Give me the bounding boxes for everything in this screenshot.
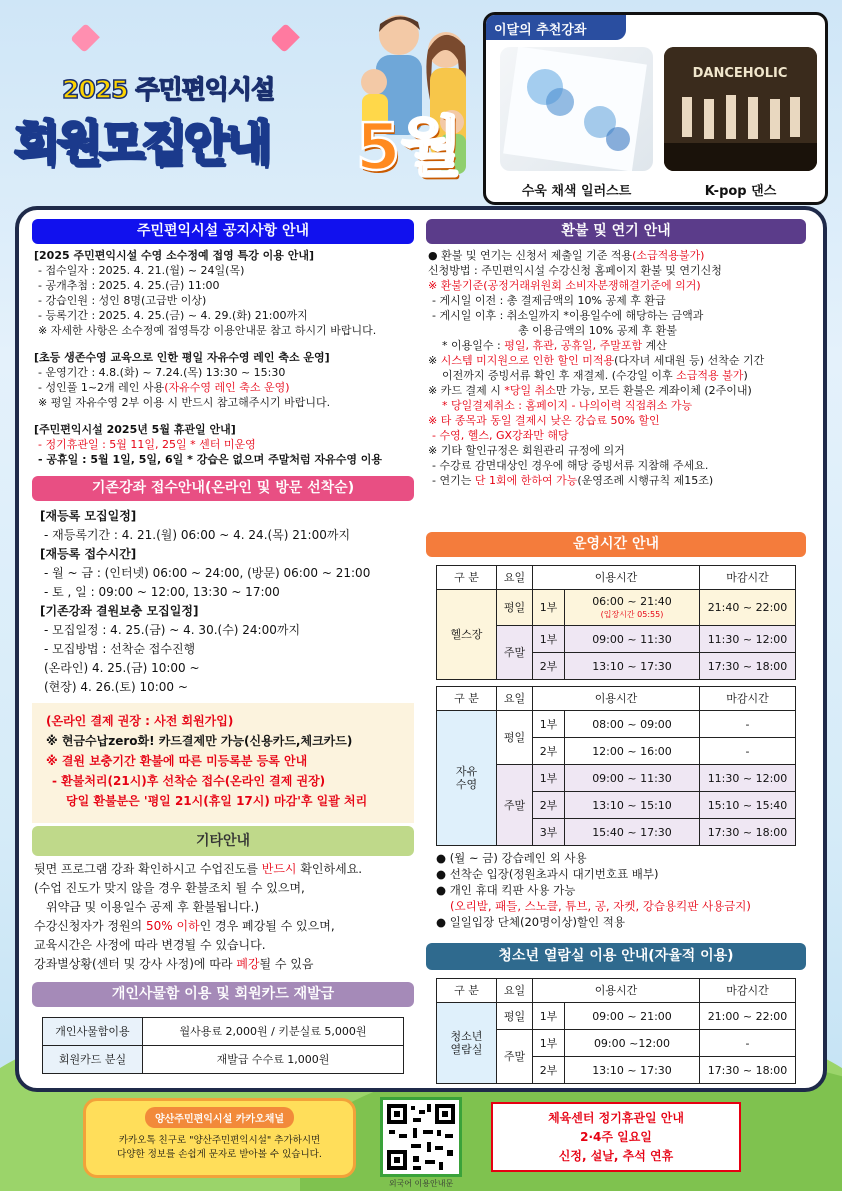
- notice-b1-line: - 강습인원 : 성인 8명(고급반 이상): [38, 294, 207, 307]
- other-line: 강좌별상황(센터 및 강사 사정)에 따라 폐강될 수 있음: [34, 957, 314, 971]
- swim-note: ● 개인 휴대 킥판 사용 가능: [436, 883, 576, 897]
- title-month: 5월: [356, 111, 463, 185]
- use-time: 15:40 ~ 17:30: [565, 819, 700, 846]
- payment-line: (온라인 결제 권장 : 사전 회원가입): [46, 714, 234, 728]
- existing-line: [기존강좌 결원보충 모집일정]: [40, 604, 199, 618]
- notice-b2-line: - 운영기간 : 4.8.(화) ~ 7.24.(목) 13:30 ~ 15:30: [38, 366, 286, 379]
- refund-line: * 당일결제취소 : 홈페이지 - 나의이력 직접취소 가능: [442, 399, 693, 412]
- col-header: 구 분: [437, 687, 497, 711]
- period-label: 2부: [533, 653, 565, 680]
- notice-b1-line: - 등록기간 : 2025. 4. 25.(금) ~ 4. 29.(화) 21:00까지: [38, 309, 308, 322]
- refund-line: * 이용일수 : 평일, 휴관, 공휴일, 주말포함 계산: [442, 339, 667, 352]
- closed-line: 체육센터 정기휴관일 안내: [548, 1111, 684, 1125]
- kakao-channel-banner[interactable]: [83, 1098, 356, 1178]
- other-line: 수강신청자가 정원의 50% 이하인 경우 폐강될 수 있으며,: [34, 919, 335, 933]
- col-header: 이용시간: [533, 687, 700, 711]
- weekend-label: 주말: [497, 626, 533, 680]
- title-year: 2025 주민편익시설: [62, 75, 275, 104]
- other-header: 기타안내: [32, 826, 414, 856]
- heart-icon: [270, 23, 300, 53]
- qr-caption: 외국어 이용안내문: [388, 1179, 454, 1188]
- other-line: 뒷면 프로그램 강좌 확인하시고 수업진도를 반드시 확인하세요.: [34, 862, 363, 876]
- use-time: 08:00 ~ 09:00: [565, 711, 700, 738]
- col-header: 이용시간: [533, 979, 700, 1003]
- existing-line: - 모집방법 : 선착순 접수진행: [44, 642, 196, 656]
- existing-section: [32, 476, 414, 823]
- existing-line: (현장) 4. 26.(토) 10:00 ~: [44, 680, 188, 694]
- period-label: 1부: [533, 1030, 565, 1057]
- close-time: 17:30 ~ 18:00: [700, 819, 796, 846]
- gym-weekday-time: 06:00 ~ 21:40 (입장시간 05:55): [565, 590, 700, 626]
- refund-line: ※ 카드 결제 시 *당일 취소만 가능, 모든 환불은 계좌이체 (2주이내): [428, 384, 752, 397]
- teen-label: 청소년 열람실: [437, 1003, 497, 1084]
- close-time: 21:00 ~ 22:00: [700, 1003, 796, 1030]
- payment-line: ※ 현금수납zero화! 카드결제만 가능(신용카드,체크카드): [46, 734, 353, 748]
- table-row: [437, 687, 796, 711]
- close-time: 11:30 ~ 12:00: [700, 765, 796, 792]
- locker-section: [32, 982, 414, 1074]
- locker-table: [42, 1017, 404, 1074]
- refund-line: ※ 기타 할인규정은 회원관리 규정에 의거: [428, 444, 625, 457]
- locker-value: 월사용료 2,000원 / 키분실료 5,000원: [143, 1018, 404, 1046]
- payment-line: 당일 환불분은 '평일 21시(휴일 17시) 마감'후 일괄 처리: [66, 794, 368, 808]
- teen-hours-table: [436, 978, 796, 1084]
- table-row: [437, 711, 796, 738]
- swim-note: ● 일일입장 단체(20명이상)할인 적용: [436, 915, 626, 929]
- close-time: 17:30 ~ 18:00: [700, 653, 796, 680]
- period-label: 1부: [533, 626, 565, 653]
- notice-b2-head: [초등 생존수영 교육으로 인한 평일 자유수영 레인 축소 운영]: [34, 351, 330, 364]
- swim-note: (오리발, 패들, 스노클, 튜브, 공, 자켓, 강습용킥판 사용금지): [450, 899, 751, 913]
- notice-b3-head: [주민편익시설 2025년 5월 휴관일 안내]: [34, 423, 236, 436]
- swim-note: ● 선착순 입장(정원초과시 대기번호표 배부): [436, 867, 659, 881]
- period-label: 1부: [533, 765, 565, 792]
- period-label: 3부: [533, 819, 565, 846]
- refund-header: 환불 및 연기 안내: [426, 219, 806, 244]
- notice-b3-line: - 정기휴관일 : 5월 11일, 25일 * 센터 미운영: [38, 438, 256, 451]
- other-body: [32, 856, 414, 974]
- payment-notice-box: [32, 703, 414, 823]
- refund-line: 총 이용금액의 10% 공제 후 환불: [518, 324, 677, 337]
- use-time: 13:10 ~ 17:30: [565, 653, 700, 680]
- period-label: 1부: [533, 1003, 565, 1030]
- refund-line: - 게시일 이전 : 총 결제금액의 10% 공제 후 환급: [432, 294, 666, 307]
- close-time: -: [700, 1030, 796, 1057]
- existing-line: [재등록 모집일정]: [40, 509, 137, 523]
- col-header: 구 분: [437, 979, 497, 1003]
- hours-header: 운영시간 안내: [426, 532, 806, 557]
- table-row: [437, 979, 796, 1003]
- closed-days-box: [491, 1102, 741, 1172]
- refund-line: - 수강료 감면대상인 경우에 해당 증빙서류 지참해 주세요.: [432, 459, 709, 472]
- refund-line: 신청방법 : 주민편익시설 수강신청 홈페이지 환불 및 연기신청: [428, 264, 722, 277]
- existing-line: - 월 ~ 금 : (인터넷) 06:00 ~ 24:00, (방문) 06:00 ~ 21:00: [44, 566, 371, 580]
- refund-section: [426, 219, 806, 488]
- locker-value: 재발급 수수료 1,000원: [143, 1046, 404, 1074]
- notice-b1-line: - 공개추첨 : 2025. 4. 25.(금) 11:00: [38, 279, 220, 292]
- kakao-line: 카카오톡 친구로 "양산주민편익시설" 추가하시면: [118, 1135, 321, 1146]
- use-time: 09:00 ~ 11:30: [565, 765, 700, 792]
- use-time: 12:00 ~ 16:00: [565, 738, 700, 765]
- use-time: 09:00 ~ 11:30: [565, 626, 700, 653]
- period-label: 1부: [533, 590, 565, 626]
- dance-banner-text: DANCEHOLIC: [692, 66, 788, 81]
- qr-icon: [383, 1100, 459, 1174]
- close-time: -: [700, 738, 796, 765]
- refund-line: - 수영, 헬스, GX강좌만 해당: [432, 429, 569, 442]
- col-header: 구 분: [437, 566, 497, 590]
- close-time: 11:30 ~ 12:00: [700, 626, 796, 653]
- close-time: 17:30 ~ 18:00: [700, 1057, 796, 1084]
- weekend-label: 주말: [497, 1030, 533, 1084]
- notice-header: 주민편익시설 공지사항 안내: [32, 219, 414, 244]
- close-time: 21:40 ~ 22:00: [700, 590, 796, 626]
- existing-line: - 재등록기간 : 4. 21.(월) 06:00 ~ 4. 24.(목) 21:00까지: [44, 528, 351, 542]
- weekend-label: 주말: [497, 765, 533, 846]
- notice-b1-head: [2025 주민편익시설 수영 소수정예 접영 특강 이용 안내]: [34, 249, 314, 262]
- col-header: 마감시간: [700, 687, 796, 711]
- payment-line: ※ 결원 보충기간 환불에 따른 미등록분 등록 안내: [46, 754, 308, 768]
- teen-section: [426, 943, 806, 1084]
- col-header: 요일: [497, 979, 533, 1003]
- notice-body: [32, 244, 414, 467]
- existing-line: [재등록 접수시간]: [40, 547, 137, 561]
- title-main: 회원모집안내: [14, 116, 269, 171]
- period-label: 2부: [533, 738, 565, 765]
- swim-notes: [426, 846, 806, 930]
- close-time: -: [700, 711, 796, 738]
- swim-label: 자유 수영: [437, 711, 497, 846]
- notice-b2-line: - 성인풀 1~2개 레인 사용(자유수영 레인 축소 운영): [38, 381, 290, 394]
- closed-line: 2·4주 일요일: [580, 1130, 652, 1144]
- other-section: [32, 826, 414, 974]
- refund-line: ※ 환불기준(공정거래위원회 소비자분쟁해결기준에 의거): [428, 279, 701, 292]
- existing-line: - 모집일정 : 4. 25.(금) ~ 4. 30.(수) 24:00까지: [44, 623, 301, 637]
- use-time: 13:10 ~ 15:10: [565, 792, 700, 819]
- other-line: 교육시간은 사정에 따라 변경될 수 있습니다.: [34, 938, 266, 952]
- refund-line: ※ 시스템 미지원으로 인한 할인 미적용(다자녀 세대원 등) 선착순 기간: [428, 354, 765, 367]
- close-time: 15:10 ~ 15:40: [700, 792, 796, 819]
- locker-key: 개인사물함이용: [43, 1018, 143, 1046]
- other-line: (수업 진도가 맞지 않을 경우 환불조치 될 수 있으며,: [34, 881, 305, 895]
- table-row: [437, 566, 796, 590]
- table-row: [43, 1018, 404, 1046]
- table-row: [437, 1003, 796, 1030]
- heart-icon: [70, 23, 100, 53]
- weekday-label: 평일: [497, 590, 533, 626]
- table-row: [43, 1046, 404, 1074]
- col-header: 마감시간: [700, 566, 796, 590]
- refund-line: ● 환불 및 연기는 신청서 제출일 기준 적용(소급적용불가): [428, 249, 705, 262]
- swim-hours-table: [436, 686, 796, 846]
- watercolor-illustration-photo: [500, 47, 653, 171]
- refund-line: - 연기는 단 1회에 한하여 가능(운영조례 시행규칙 제15조): [432, 474, 714, 487]
- existing-body: [32, 501, 414, 697]
- weekday-label: 평일: [497, 711, 533, 765]
- table-row: [437, 590, 796, 626]
- period-label: 1부: [533, 711, 565, 738]
- weekday-label: 평일: [497, 1003, 533, 1030]
- kpop-dance-photo: [664, 47, 817, 171]
- refund-line: ※ 타 종목과 동일 결제시 낮은 강습료 50% 할인: [428, 414, 660, 427]
- refund-line: 이전까지 증빙서류 확인 후 재결제. (수강일 이후 소급적용 불가): [442, 369, 748, 382]
- title-area: [14, 10, 474, 200]
- locker-header: 개인사물함 이용 및 회원카드 재발급: [32, 982, 414, 1007]
- period-label: 2부: [533, 792, 565, 819]
- refund-line: - 게시일 이후 : 취소일까지 *이용일수에 해당하는 금액과: [432, 309, 704, 322]
- recommended-caption-2: K-pop 댄스: [704, 184, 777, 199]
- use-time: 09:00 ~ 21:00: [565, 1003, 700, 1030]
- existing-line: (온라인) 4. 25.(금) 10:00 ~: [44, 661, 200, 675]
- locker-key: 회원카드 분실: [43, 1046, 143, 1074]
- period-label: 2부: [533, 1057, 565, 1084]
- col-header: 마감시간: [700, 979, 796, 1003]
- notice-b1-line: - 접수일자 : 2025. 4. 21.(월) ~ 24일(목): [38, 264, 245, 277]
- other-line: 위약금 및 이용일수 공제 후 환불됩니다.): [46, 900, 260, 914]
- swim-note: ● (월 ~ 금) 강습레인 외 사용: [436, 851, 587, 865]
- gym-hours-table: [436, 565, 796, 680]
- closed-line: 신정, 설날, 추석 연휴: [558, 1149, 674, 1163]
- notice-b3-line: - 공휴일 : 5월 1일, 5일, 6일 * 강습은 없으며 주말처럼 자유수영 이용: [38, 453, 383, 466]
- teen-header: 청소년 열람실 이용 안내(자율적 이용): [426, 943, 806, 970]
- notice-b2-line: ※ 평일 자유수영 2부 이용 시 반드시 참고해주시기 바랍니다.: [38, 396, 331, 409]
- qr-code[interactable]: [380, 1097, 462, 1177]
- hours-section: [426, 532, 806, 930]
- col-header: 요일: [497, 687, 533, 711]
- recommended-title: 이달의 추천강좌: [486, 15, 626, 40]
- col-header: 요일: [497, 566, 533, 590]
- existing-line: - 토 , 일 : 09:00 ~ 12:00, 13:30 ~ 17:00: [44, 585, 280, 599]
- kakao-line: 다양한 정보를 손쉽게 문자로 받아볼 수 있습니다.: [117, 1149, 322, 1160]
- use-time: 09:00 ~12:00: [565, 1030, 700, 1057]
- payment-line: - 환불처리(21시)후 선착순 접수(온라인 결제 권장): [52, 774, 326, 788]
- recommended-caption-1: 수욱 채색 일러스트: [521, 184, 632, 199]
- use-time: 13:10 ~ 17:30: [565, 1057, 700, 1084]
- notice-b1-line: ※ 자세한 사항은 소수정예 접영특강 이용안내문 참고 하시기 바랍니다.: [38, 324, 377, 337]
- kakao-title: 양산주민편익시설 카카오채널: [145, 1107, 294, 1128]
- refund-body: [426, 244, 806, 488]
- existing-header: 기존강좌 접수안내(온라인 및 방문 선착순): [32, 476, 414, 501]
- left-column: [32, 219, 414, 467]
- col-header: 이용시간: [533, 566, 700, 590]
- gym-label: 헬스장: [437, 590, 497, 680]
- recommended-course-box: [483, 12, 828, 205]
